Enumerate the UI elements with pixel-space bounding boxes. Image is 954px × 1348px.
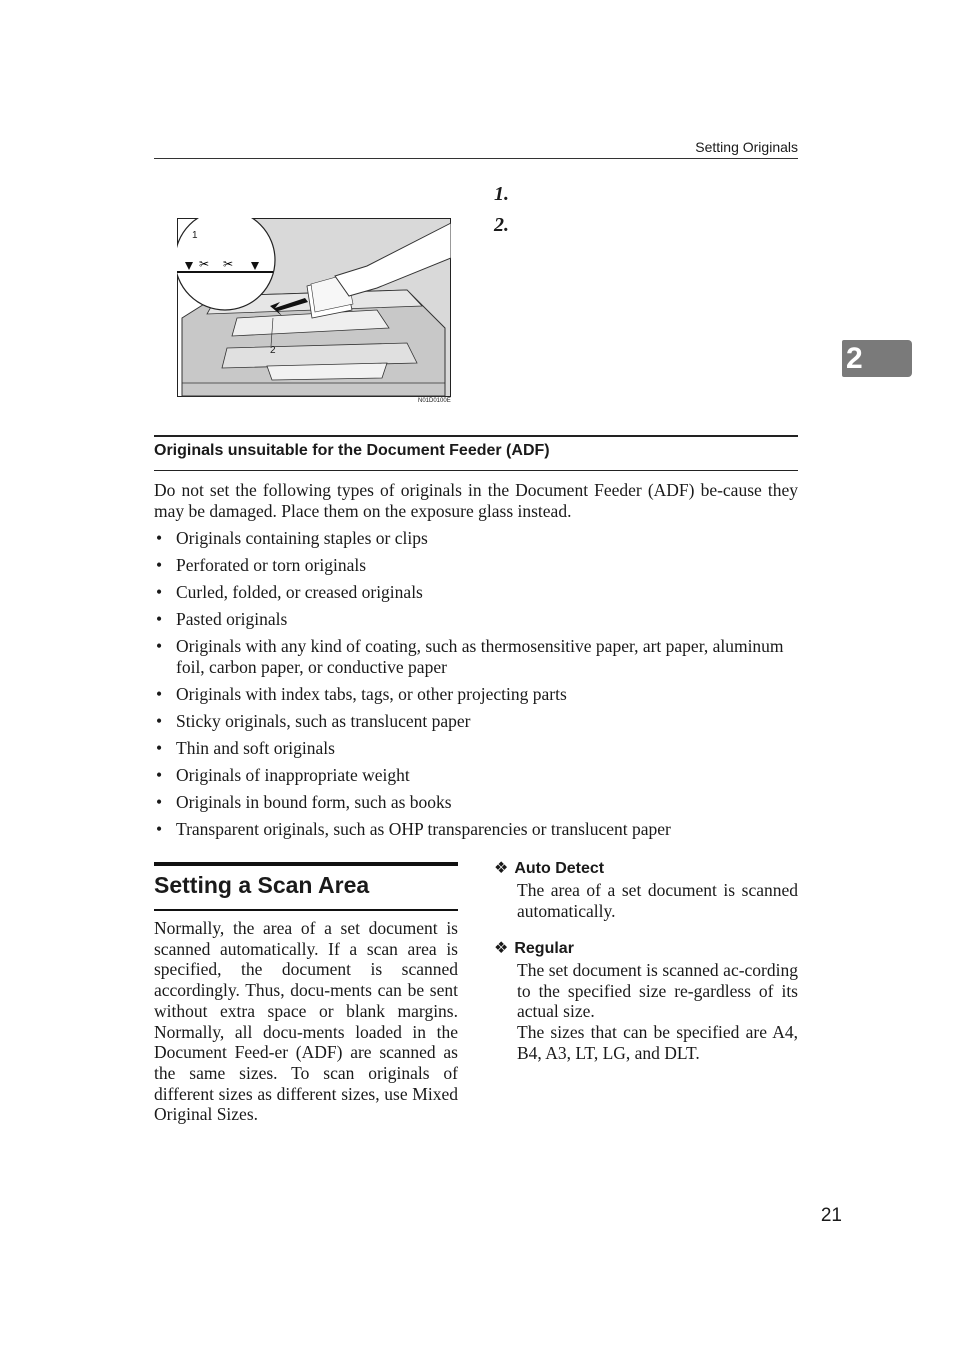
list-item: • Transparent originals, such as OHP transparencies or translucent paper bbox=[154, 819, 798, 840]
unsuitable-list bbox=[154, 528, 798, 846]
header-rule bbox=[154, 158, 798, 159]
list-item: • Originals with any kind of coating, such as thermosensitive paper, art paper, aluminum foil, carbon paper, or conductive paper bbox=[154, 636, 798, 678]
chapter-tab bbox=[842, 340, 912, 377]
list-item: • Originals in bound form, such as books bbox=[154, 792, 798, 813]
list-item: • Originals containing staples or clips bbox=[154, 528, 798, 549]
option-heading-regular bbox=[494, 938, 574, 958]
option-title: Auto Detect bbox=[514, 860, 605, 877]
option-body-regular-sizes: The sizes that can be specified are A4, B4, A3, LT, LG, and DLT. bbox=[517, 1022, 798, 1063]
adf-illustration bbox=[177, 218, 451, 397]
section-heading-scan-area: Setting a Scan Area bbox=[154, 872, 370, 898]
section-rule-bottom bbox=[154, 470, 798, 471]
option-heading-auto-detect bbox=[494, 858, 604, 878]
figure-callout-1: 1 bbox=[192, 230, 198, 241]
heading-rule-bottom bbox=[154, 909, 458, 911]
list-item: • Sticky originals, such as translucent paper bbox=[154, 711, 798, 732]
adf-intro: Do not set the following types of originals in the Document Feeder (ADF) be-cause they may be damaged. Place them on the exposure glass instead. bbox=[154, 480, 798, 521]
diamond-bullet-icon: ❖ bbox=[494, 860, 509, 877]
option-body-regular: The set document is scanned ac-cording to the specified size re-gardless of its actual size. bbox=[517, 960, 798, 1022]
svg-text:✂: ✂ bbox=[223, 257, 234, 271]
list-item: • Thin and soft originals bbox=[154, 738, 798, 759]
figure-callout-2: 2 bbox=[270, 345, 276, 356]
list-item: • Originals of inappropriate weight bbox=[154, 765, 798, 786]
heading-rule-top bbox=[154, 862, 458, 866]
step-number-2: 2. bbox=[494, 214, 509, 236]
figure-code: N01D0100E bbox=[418, 398, 451, 404]
list-item: • Perforated or torn originals bbox=[154, 555, 798, 576]
chapter-number: 2 bbox=[846, 342, 863, 375]
svg-text:✂: ✂ bbox=[199, 257, 210, 271]
section-heading-adf: Originals unsuitable for the Document Feeder (ADF) bbox=[154, 442, 550, 459]
page-number: 21 bbox=[820, 1205, 842, 1226]
scan-area-body: Normally, the area of a set document is scanned automatically. If a scan area is specified, the document is scanned accordingly. Thus, docu-ments can be sent without extra space or blank margins. Normally, all docu-ments loaded in the Document Feed-er (ADF) are scanned as the same sizes. To scan originals of different sizes as different sizes, use Mixed Original Sizes. bbox=[154, 918, 458, 1125]
list-item: • Pasted originals bbox=[154, 609, 798, 630]
step-number-1: 1. bbox=[494, 183, 509, 205]
list-item: • Curled, folded, or creased originals bbox=[154, 582, 798, 603]
list-item: • Originals with index tabs, tags, or other projecting parts bbox=[154, 684, 798, 705]
option-title: Regular bbox=[514, 940, 574, 957]
diamond-bullet-icon: ❖ bbox=[494, 940, 509, 957]
section-rule-top bbox=[154, 435, 798, 437]
running-header: Setting Originals bbox=[695, 139, 798, 155]
option-body-auto-detect: The area of a set document is scanned automatically. bbox=[517, 880, 798, 921]
